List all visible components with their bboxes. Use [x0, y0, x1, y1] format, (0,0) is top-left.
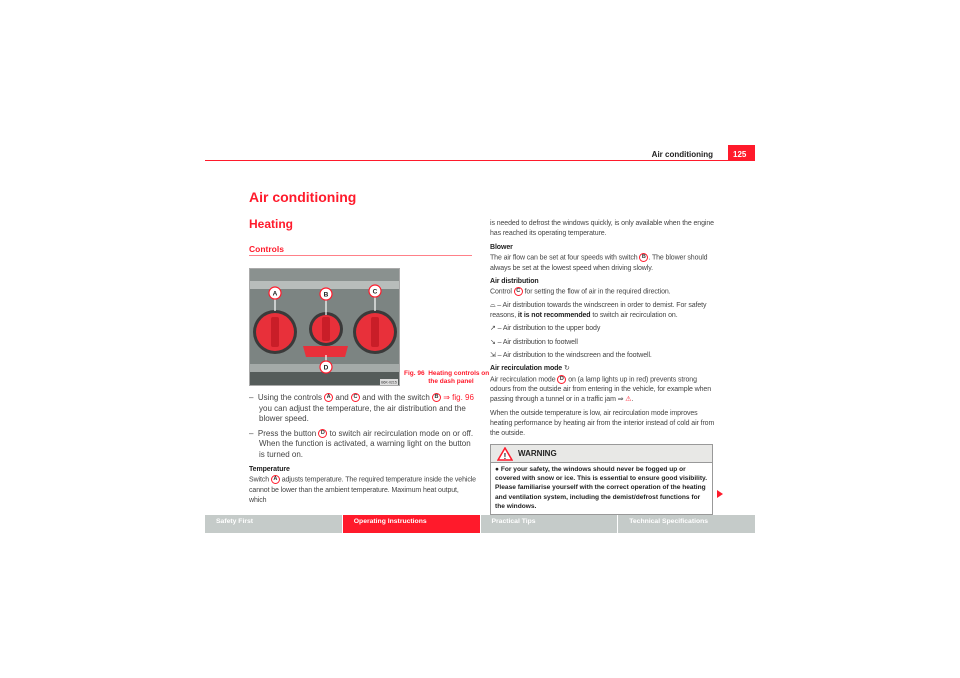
t: .	[631, 396, 634, 404]
recirc-note: When the outside temperature is low, air recirculation mode improves heating performance by heating air from the interior instead of cold air from the outside.	[490, 409, 715, 438]
page-number: 125	[728, 145, 755, 160]
t: – Air distribution to the windscreen and the footwell.	[495, 351, 652, 359]
blower-heading: Blower	[490, 243, 513, 251]
t: . The blower should always be set at the lowest speed when driving slowly.	[490, 254, 708, 272]
warning-ref-icon[interactable]: ⚠	[625, 396, 632, 404]
figure-number: Fig. 96	[404, 370, 425, 377]
t: for setting the flow of air in the required direction.	[522, 288, 671, 296]
bullet-1: – Using the controls A and C and with the switch B ⇒ fig. 96 you can adjust the temperature, the air distribution and the blower speed.	[249, 393, 474, 423]
svg-text:!: !	[503, 451, 507, 461]
label-c: C	[372, 288, 378, 296]
temperature-heading: Temperature	[249, 466, 290, 473]
t: and with the switch	[359, 393, 433, 402]
t: Press the button	[257, 428, 319, 438]
label-d: D	[323, 364, 329, 372]
footwell-icon: ↘	[490, 338, 496, 346]
windscreen-footwell-icon: ⇲	[490, 351, 496, 359]
figure-heating-controls	[249, 268, 400, 386]
recirc-heading: Air recirculation mode	[490, 365, 564, 373]
figure-code: B6K-0215	[381, 380, 397, 385]
control-a-ref: A	[271, 475, 280, 484]
label-a: A	[272, 290, 278, 298]
fig-96-link[interactable]: ⇒ fig. 96	[441, 393, 474, 402]
right-column	[490, 219, 718, 515]
temperature-cont: is needed to defrost the windows quickly, is only available when the engine has reached its operating temperature.	[490, 220, 714, 238]
t: – Air distribution towards the windscreen in order to demist. For safety reasons,	[490, 301, 707, 320]
t: – Air distribution to footwell	[495, 338, 578, 346]
t: – Air distribution to the upper body	[495, 325, 601, 333]
switch-b-ref: B	[639, 253, 648, 262]
switch-b-ref: B	[432, 393, 441, 402]
temperature-section	[249, 465, 477, 507]
control-c-ref: C	[514, 287, 523, 296]
t: it is not recommended	[517, 312, 591, 320]
figure-caption	[404, 370, 496, 386]
tab-practical-tips[interactable]: Practical Tips	[481, 515, 618, 533]
control-a-ref: A	[324, 393, 333, 402]
control-c-ref: C	[351, 393, 360, 402]
windscreen-icon: ⌓	[490, 301, 496, 309]
chapter-title: Air conditioning	[249, 189, 357, 205]
label-b: B	[323, 291, 329, 299]
subsection-title: Controls	[249, 244, 284, 254]
t: you can adjust the temperature, the air distribution and the blower speed.	[259, 403, 466, 423]
t: Switch	[249, 476, 271, 484]
distribution-heading: Air distribution	[490, 277, 539, 285]
bullet-2: – Press the button D to switch air recirculation mode on or off. When the function is activated, a warning light on the button is turned on.	[249, 428, 474, 459]
running-header: Air conditioning	[651, 150, 713, 159]
t: to switch air recirculation mode on or off. When the function is activated, a warning light on the button is turned on.	[259, 428, 474, 459]
tab-technical-specifications[interactable]: Technical Specifications	[618, 515, 755, 533]
warning-text: For your safety, the windows should never be fogged up or covered with snow or ice. This is essential to ensure good visibility. Please familiarise yourself with the correct operation of the heating and ventilation system, including the demist/defrost functions for the windows.	[495, 465, 708, 511]
header-rule	[205, 160, 755, 161]
warning-triangle-icon	[497, 447, 513, 461]
t: to switch air recirculation on.	[590, 312, 678, 320]
t: Using the controls	[257, 393, 325, 402]
continue-arrow-icon[interactable]	[717, 490, 723, 498]
warning-title: WARNING	[518, 448, 557, 458]
t: adjusts temperature. The required temperature inside the vehicle cannot be lower than the ambient temperature. Maximum heat output, which	[249, 476, 476, 505]
t: Air recirculation mode	[490, 375, 558, 383]
warning-box: ! WARNING ● For your safety, the windows should never be fogged up or covered with snow or ice. This is essential to ensure good visibility. Please familiarise yourself with the correct operation of the heating and ventilation system, including the demist/defrost functions for the windows.	[490, 444, 713, 515]
button-d-ref: D	[557, 375, 566, 384]
t: Control	[490, 288, 514, 296]
t: The air flow can be set at four speeds with switch	[490, 254, 640, 262]
t: on (a lamp lights up in red) prevents strong odours from the outside air from entering in the vehicle, for example when passing through a tunnel or in a traffic jam ⇒	[490, 375, 711, 404]
recirculation-icon: ↻	[563, 365, 570, 373]
tab-operating-instructions[interactable]: Operating Instructions	[343, 515, 480, 533]
left-column	[249, 393, 477, 507]
subsection-rule	[249, 255, 472, 256]
tab-safety-first[interactable]: Safety First	[205, 515, 342, 533]
section-title: Heating	[249, 217, 294, 231]
footer-nav	[205, 515, 755, 533]
t: and	[333, 393, 351, 402]
caption-text: Heating controls on the dash panel	[428, 370, 490, 385]
button-d-ref: D	[318, 429, 327, 438]
upper-body-icon: ↗	[490, 325, 496, 333]
